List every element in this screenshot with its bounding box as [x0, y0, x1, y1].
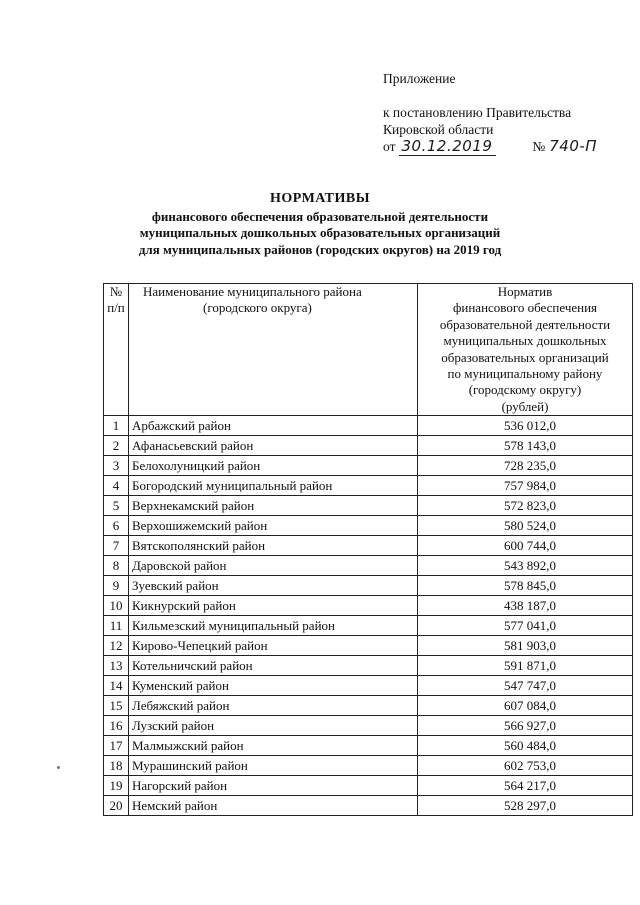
table-row	[104, 596, 633, 616]
row-district-name: Котельничский район	[129, 656, 418, 676]
row-norm-value: 536 012,0	[418, 416, 633, 436]
row-number: 6	[104, 516, 129, 536]
row-number: 15	[104, 696, 129, 716]
row-norm-value: 600 744,0	[418, 536, 633, 556]
row-norm-value: 547 747,0	[418, 676, 633, 696]
row-district-name: Лузский район	[129, 716, 418, 736]
row-number: 17	[104, 736, 129, 756]
table-row	[104, 636, 633, 656]
table-header-row	[104, 284, 633, 416]
handwritten-number: 740-П	[549, 137, 598, 155]
table-row	[104, 616, 633, 636]
row-number: 19	[104, 776, 129, 796]
row-number: 16	[104, 716, 129, 736]
title-main: НОРМАТИВЫ	[270, 191, 370, 206]
table-row	[104, 656, 633, 676]
row-district-name: Арбажский район	[129, 416, 418, 436]
appendix-header	[383, 70, 633, 156]
table-body	[104, 416, 633, 816]
row-district-name: Кикнурский район	[129, 596, 418, 616]
handwritten-date: 30.12.2019	[399, 138, 496, 156]
row-norm-value: 438 187,0	[418, 596, 633, 616]
row-number: 18	[104, 756, 129, 776]
row-norm-value: 528 297,0	[418, 796, 633, 816]
appendix-label: Приложение	[383, 71, 456, 86]
row-norm-value: 572 823,0	[418, 496, 633, 516]
row-district-name: Верхнекамский район	[129, 496, 418, 516]
row-number: 3	[104, 456, 129, 476]
row-number: 11	[104, 616, 129, 636]
row-number: 8	[104, 556, 129, 576]
row-district-name: Зуевский район	[129, 576, 418, 596]
document-title	[0, 191, 640, 258]
order-date-number-line	[383, 138, 633, 156]
row-norm-value: 577 041,0	[418, 616, 633, 636]
row-norm-value: 543 892,0	[418, 556, 633, 576]
header-number: № п/п	[104, 284, 129, 416]
row-norm-value: 566 927,0	[418, 716, 633, 736]
row-district-name: Афанасьевский район	[129, 436, 418, 456]
table-row	[104, 436, 633, 456]
header-name: Наименование муниципального района (городского округа)	[129, 284, 418, 416]
row-district-name: Кильмезский муниципальный район	[129, 616, 418, 636]
row-norm-value: 757 984,0	[418, 476, 633, 496]
row-norm-value: 602 753,0	[418, 756, 633, 776]
table-row	[104, 516, 633, 536]
row-norm-value: 591 871,0	[418, 656, 633, 676]
table-row	[104, 416, 633, 436]
row-number: 10	[104, 596, 129, 616]
row-district-name: Верхошижемский район	[129, 516, 418, 536]
table-row	[104, 536, 633, 556]
row-district-name: Нагорский район	[129, 776, 418, 796]
title-line1: финансового обеспечения образовательной деятельности	[151, 208, 489, 224]
row-norm-value: 581 903,0	[418, 636, 633, 656]
row-norm-value: 607 084,0	[418, 696, 633, 716]
row-number: 9	[104, 576, 129, 596]
table-row	[104, 796, 633, 816]
row-norm-value: 728 235,0	[418, 456, 633, 476]
table-row	[104, 736, 633, 756]
table-row	[104, 676, 633, 696]
row-district-name: Лебяжский район	[129, 696, 418, 716]
scan-speck	[57, 766, 60, 769]
row-norm-value: 564 217,0	[418, 776, 633, 796]
table-row	[104, 776, 633, 796]
row-number: 1	[104, 416, 129, 436]
row-district-name: Белохолуницкий район	[129, 456, 418, 476]
row-district-name: Немский район	[129, 796, 418, 816]
row-district-name: Даровской район	[129, 556, 418, 576]
table-row	[104, 556, 633, 576]
table-row	[104, 696, 633, 716]
row-district-name: Мурашинский район	[129, 756, 418, 776]
row-number: 2	[104, 436, 129, 456]
norms-table	[103, 283, 633, 816]
row-number: 7	[104, 536, 129, 556]
row-number: 14	[104, 676, 129, 696]
row-district-name: Куменский район	[129, 676, 418, 696]
table-row	[104, 576, 633, 596]
number-sign: №	[532, 139, 546, 154]
row-norm-value: 578 845,0	[418, 576, 633, 596]
row-district-name: Богородский муниципальный район	[129, 476, 418, 496]
appendix-ref-line1: к постановлению Правительства	[383, 105, 572, 120]
title-line2: муниципальных дошкольных образовательных организаций	[139, 225, 501, 240]
row-district-name: Малмыжский район	[129, 736, 418, 756]
appendix-ref-line2: Кировской области	[383, 122, 494, 137]
row-number: 4	[104, 476, 129, 496]
from-prefix: от	[383, 139, 396, 154]
row-number: 5	[104, 496, 129, 516]
row-number: 13	[104, 656, 129, 676]
row-number: 20	[104, 796, 129, 816]
row-norm-value: 560 484,0	[418, 736, 633, 756]
table-row	[104, 756, 633, 776]
table-row	[104, 716, 633, 736]
table-row	[104, 456, 633, 476]
table-row	[104, 496, 633, 516]
row-number: 12	[104, 636, 129, 656]
row-norm-value: 578 143,0	[418, 436, 633, 456]
title-line3: для муниципальных районов (городских округов) на 2019 год	[138, 241, 502, 257]
table-row	[104, 476, 633, 496]
row-district-name: Кирово-Чепецкий район	[129, 636, 418, 656]
header-norm: Норматив финансового обеспечения образовательной деятельности муниципальных дошкольных образовательных организаций по муниципальному району (городскому округу) (рублей)	[418, 284, 633, 416]
row-district-name: Вятскополянский район	[129, 536, 418, 556]
row-norm-value: 580 524,0	[418, 516, 633, 536]
